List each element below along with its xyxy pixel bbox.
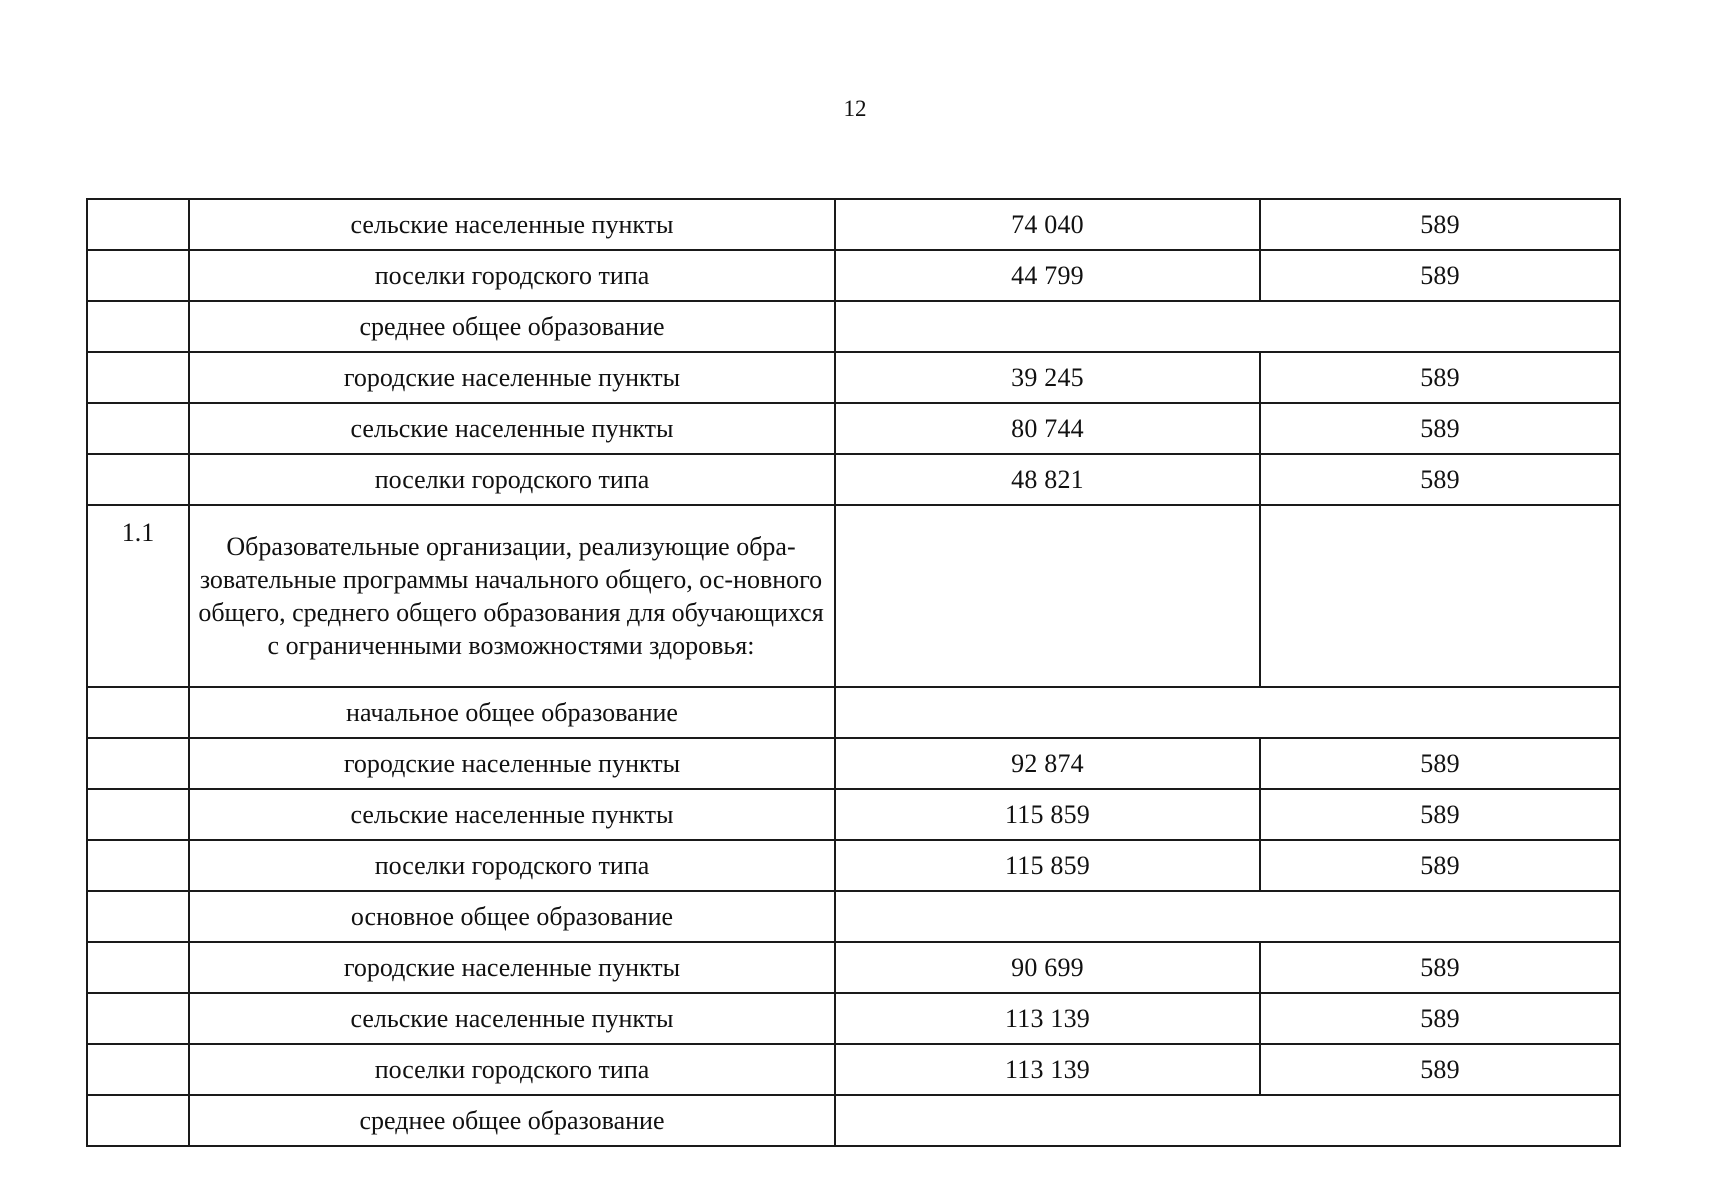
row-number: [87, 1095, 189, 1146]
table-row: [87, 993, 1620, 1044]
row-code: 589: [1260, 1044, 1620, 1095]
table-row: [87, 1044, 1620, 1095]
row-number: [87, 687, 189, 738]
table-row: [87, 250, 1620, 301]
row-number: [87, 891, 189, 942]
row-value: 115 859: [835, 840, 1260, 891]
row-label: Образовательные организации, реализующие обра-зовательные программы начального общего, ос-новного общего, среднего общего образования для обучающихся с ограниченными возможностями здоровья:: [189, 505, 835, 687]
row-code: 589: [1260, 403, 1620, 454]
row-label: среднее общее образование: [189, 1095, 835, 1146]
row-value: 115 859: [835, 789, 1260, 840]
page-number: 12: [843, 96, 867, 121]
row-label: основное общее образование: [189, 891, 835, 942]
table-row: [87, 738, 1620, 789]
row-number: [87, 789, 189, 840]
row-code: 589: [1260, 993, 1620, 1044]
row-value: 90 699: [835, 942, 1260, 993]
row-label: среднее общее образование: [189, 301, 835, 352]
data-table: [86, 198, 1621, 1147]
row-number: [87, 352, 189, 403]
row-label: городские населенные пункты: [189, 352, 835, 403]
row-label: поселки городского типа: [189, 250, 835, 301]
table-row: [87, 454, 1620, 505]
row-label: поселки городского типа: [189, 1044, 835, 1095]
row-value: 48 821: [835, 454, 1260, 505]
row-label: городские населенные пункты: [189, 942, 835, 993]
row-code: 589: [1260, 942, 1620, 993]
row-value: 113 139: [835, 993, 1260, 1044]
row-label: поселки городского типа: [189, 454, 835, 505]
table-row: [87, 789, 1620, 840]
row-empty-span: [835, 687, 1620, 738]
row-value: 74 040: [835, 199, 1260, 250]
row-label: сельские населенные пункты: [189, 403, 835, 454]
table-row: [87, 942, 1620, 993]
row-number: [87, 250, 189, 301]
row-label: поселки городского типа: [189, 840, 835, 891]
table-row-heading: [87, 505, 1620, 687]
row-number: [87, 738, 189, 789]
row-label: городские населенные пункты: [189, 738, 835, 789]
row-code: 589: [1260, 199, 1620, 250]
table-row: [87, 840, 1620, 891]
row-code: 589: [1260, 840, 1620, 891]
table-row: [87, 352, 1620, 403]
row-code: 589: [1260, 250, 1620, 301]
row-number: [87, 454, 189, 505]
row-number: [87, 301, 189, 352]
row-label: сельские населенные пункты: [189, 993, 835, 1044]
row-value: 39 245: [835, 352, 1260, 403]
row-number: [87, 1044, 189, 1095]
row-value: 92 874: [835, 738, 1260, 789]
table-row-section: [87, 1095, 1620, 1146]
table-row: [87, 199, 1620, 250]
row-number: 1.1: [87, 505, 189, 687]
row-number: [87, 942, 189, 993]
row-number: [87, 840, 189, 891]
row-empty-span: [835, 301, 1620, 352]
row-number: [87, 199, 189, 250]
row-code: 589: [1260, 789, 1620, 840]
row-label: начальное общее образование: [189, 687, 835, 738]
row-code: 589: [1260, 738, 1620, 789]
row-value: 80 744: [835, 403, 1260, 454]
row-value: 113 139: [835, 1044, 1260, 1095]
row-empty-span: [835, 891, 1620, 942]
row-label: сельские населенные пункты: [189, 789, 835, 840]
row-code: 589: [1260, 352, 1620, 403]
row-empty-span: [835, 1095, 1620, 1146]
table-row-section: [87, 687, 1620, 738]
row-code: [1260, 505, 1620, 687]
table-row-section: [87, 301, 1620, 352]
row-number: [87, 993, 189, 1044]
row-code: 589: [1260, 454, 1620, 505]
row-number: [87, 403, 189, 454]
row-label: сельские населенные пункты: [189, 199, 835, 250]
row-value: [835, 505, 1260, 687]
row-value: 44 799: [835, 250, 1260, 301]
table-row: [87, 403, 1620, 454]
table-row-section: [87, 891, 1620, 942]
